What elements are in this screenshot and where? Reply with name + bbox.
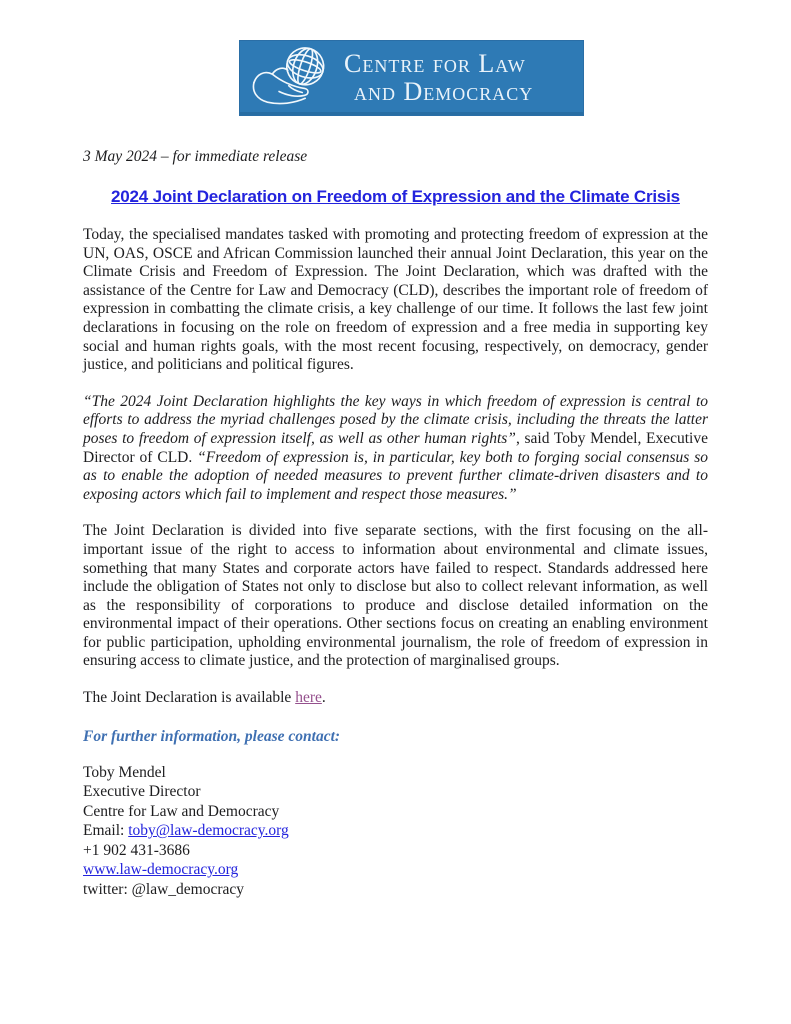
- paragraph-quote: [83, 393, 708, 505]
- contact-block: [83, 763, 708, 900]
- org-name: [344, 50, 573, 106]
- email-link[interactable]: toby@law-democracy.org: [128, 822, 289, 840]
- contact-phone: +1 902 431-3686: [83, 841, 190, 859]
- contact-heading: For further information, please contact:: [83, 727, 341, 745]
- declaration-here-link[interactable]: here: [295, 689, 322, 707]
- quote-segment-1: “The 2024 Joint Declaration highlights the key ways in which freedom of expression is central to efforts to address the myriad challenges posed by the climate crisis, including the threats the latter poses to freedom of expression itself, as well as other human rights”: [83, 392, 708, 447]
- availability-line: [83, 689, 708, 708]
- contact-website-line: [83, 860, 708, 880]
- contact-email-line: [83, 821, 708, 841]
- org-name-line1: Centre for Law: [344, 48, 526, 78]
- org-name-line2: and Democracy: [354, 77, 534, 106]
- hand-holding-globe-icon: [250, 45, 342, 114]
- quote-segment-2: “Freedom of expression is, in particular, key both to forging social consensus so as to enable the adoption of needed measures to prevent further climate-driven disasters and to exposing actors which fail to implement and respect those measures.”: [83, 448, 708, 503]
- press-release-title: [83, 186, 708, 208]
- paragraph-sections: The Joint Declaration is divided into five separate sections, with the first focusing on the all-important issue of the right to access to information about environmental and climate issues, something that many States and corporate actors have failed to respect. Standards addressed here include the obligation of States not only to disclose but also to collect relevant information, as well as the responsibility of corporations to produce and disclose detailed information on the environmental impact of their operations. Other sections focus on creating an enabling environment for public participation, upholding environmental journalism, the role of freedom of expression in ensuring access to climate justice, and the protection of marginalised groups.: [83, 522, 708, 670]
- paragraph-intro: Today, the specialised mandates tasked with promoting and protecting freedom of expression at the UN, OAS, OSCE and African Commission launched their annual Joint Declaration, this year on the Climate Crisis and Freedom of Expression. The Joint Declaration, which was drafted with the assistance of the Centre for Law and Democracy (CLD), describes the important role of freedom of expression in combatting the climate crisis, a key challenge of our time. It follows the last few joint declarations in focusing on the role on freedom of expression and a free media in supporting key social and human rights goals, with the most recent focusing, respectively, on democracy, gender justice, and politicians and political figures.: [83, 226, 708, 374]
- contact-name: Toby Mendel: [83, 763, 166, 781]
- title-link[interactable]: 2024 Joint Declaration on Freedom of Expression and the Climate Crisis: [111, 187, 680, 206]
- quote-attribution: , said Toby Mendel, Executive Director of CLD.: [83, 429, 708, 466]
- document-body: [83, 116, 708, 899]
- contact-twitter: twitter: @law_democracy: [83, 880, 245, 898]
- website-link[interactable]: www.law-democracy.org: [83, 861, 239, 879]
- org-logo-banner: [239, 40, 584, 116]
- release-date-line: 3 May 2024 – for immediate release: [83, 148, 308, 165]
- contact-org: Centre for Law and Democracy: [83, 802, 280, 820]
- availability-prefix: The Joint Declaration is available: [83, 689, 296, 707]
- availability-suffix: .: [321, 689, 326, 707]
- contact-role: Executive Director: [83, 783, 201, 801]
- contact-email-label: Email:: [83, 822, 129, 840]
